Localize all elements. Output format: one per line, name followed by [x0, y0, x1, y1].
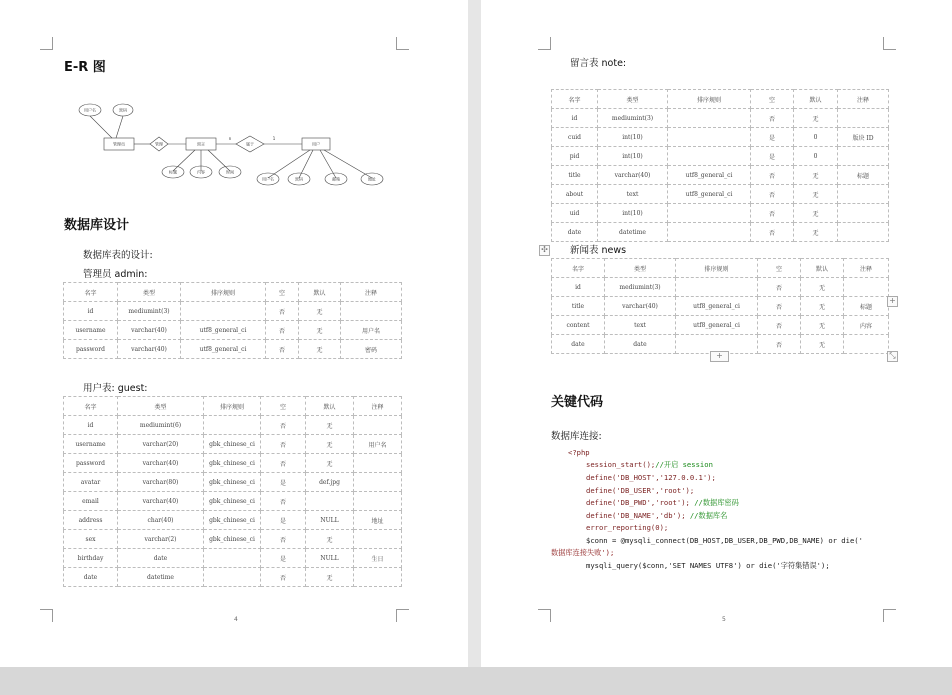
- table-cell: 密码: [341, 340, 402, 359]
- table-header-row: [64, 397, 402, 416]
- table-cell: gbk_chinese_ci: [204, 435, 261, 454]
- code-line: error_reporting(0);: [586, 523, 669, 532]
- table-cell: [341, 302, 402, 321]
- table-cell: date: [118, 549, 204, 568]
- db-conn-caption: 数据库连接:: [551, 431, 602, 442]
- column-header: 名字: [552, 259, 605, 278]
- er-diagram: [70, 98, 390, 190]
- db-intro-text: 数据库表的设计:: [83, 250, 153, 261]
- table-cell: varchar(40): [118, 321, 181, 340]
- column-header: 注释: [341, 283, 402, 302]
- table-cell: varchar(40): [118, 492, 204, 511]
- table-cell: varchar(80): [118, 473, 204, 492]
- add-row-button[interactable]: +: [710, 351, 729, 362]
- table-cell: mediumint(3): [598, 109, 668, 128]
- table-cell: varchar(40): [118, 340, 181, 359]
- table-row: [552, 166, 889, 185]
- table-cell: date: [552, 335, 605, 354]
- table-cell: 无: [801, 335, 844, 354]
- column-header: 空: [261, 397, 306, 416]
- table-move-handle[interactable]: ✣: [539, 245, 550, 256]
- table-cell: title: [552, 166, 598, 185]
- column-header: 空: [266, 283, 299, 302]
- table-cell: 无: [794, 109, 838, 128]
- table-cell: [181, 302, 266, 321]
- table-cell: 是: [751, 128, 794, 147]
- table-cell: gbk_chinese_ci: [204, 492, 261, 511]
- table-cell: gbk_chinese_ci: [204, 511, 261, 530]
- er-attr: 内容: [197, 169, 205, 175]
- table-cell: uid: [552, 204, 598, 223]
- column-header: 空: [758, 259, 801, 278]
- column-header: 排序规则: [676, 259, 758, 278]
- table-cell: 0: [794, 147, 838, 166]
- table-cell: mediumint(3): [605, 278, 676, 297]
- table-cell: [354, 416, 402, 435]
- table-cell: 无: [794, 185, 838, 204]
- crop-mark: [883, 37, 896, 50]
- code-line: [586, 511, 727, 521]
- page-number: 5: [722, 616, 726, 623]
- table-cell: 无: [801, 278, 844, 297]
- table-cell: 否: [266, 321, 299, 340]
- table-cell: varchar(40): [598, 166, 668, 185]
- table-cell: [676, 278, 758, 297]
- column-header: 名字: [64, 283, 118, 302]
- table-cell: [838, 223, 889, 242]
- er-relation: 管理: [155, 141, 163, 147]
- table-cell: 否: [758, 316, 801, 335]
- table-cell: [668, 128, 751, 147]
- add-column-button[interactable]: +: [887, 296, 898, 307]
- er-attr: 密码: [295, 176, 303, 182]
- code-line: mysqli_query($conn,'SET NAMES UTF8') or die('字符集错误');: [586, 561, 830, 570]
- table-cell: varchar(40): [118, 454, 204, 473]
- er-entity: 用户: [312, 141, 320, 147]
- table-cell: 无: [794, 223, 838, 242]
- table-cell: mediumint(6): [118, 416, 204, 435]
- code-fn: session_start();: [586, 460, 656, 469]
- table-cell: int(10): [598, 128, 668, 147]
- table-cell: address: [64, 511, 118, 530]
- crop-mark: [883, 609, 896, 622]
- table-cell: gbk_chinese_ci: [204, 530, 261, 549]
- table-cell: 是: [261, 473, 306, 492]
- table-cell: 是: [751, 147, 794, 166]
- table-cell: utf8_general_ci: [668, 166, 751, 185]
- page-gap: [468, 0, 481, 695]
- column-header: 默认: [794, 90, 838, 109]
- table-cell: avatar: [64, 473, 118, 492]
- table-cell: 无: [299, 321, 341, 340]
- key-code-heading: 关键代码: [551, 395, 604, 410]
- table-cell: NULL: [306, 549, 354, 568]
- table-row: [552, 147, 889, 166]
- table-header-row: [552, 259, 889, 278]
- table-cell: 否: [261, 492, 306, 511]
- table-cell: 否: [261, 454, 306, 473]
- table-cell: 无: [801, 316, 844, 335]
- table-cell: mediumint(3): [118, 302, 181, 321]
- table-row: [64, 321, 402, 340]
- table-row: [64, 302, 402, 321]
- table-row: [64, 492, 402, 511]
- column-header: 注释: [844, 259, 889, 278]
- table-cell: 无: [306, 568, 354, 587]
- table-row: [64, 549, 402, 568]
- table-cell: 地址: [354, 511, 402, 530]
- table-cell: 生日: [354, 549, 402, 568]
- db-design-heading: 数据库设计: [64, 218, 130, 233]
- table-row: [64, 416, 402, 435]
- table-row: [552, 278, 889, 297]
- table-cell: 否: [758, 278, 801, 297]
- er-attr: 用户名: [262, 176, 274, 182]
- table-cell: [844, 278, 889, 297]
- er-attr: 邮箱: [332, 176, 340, 182]
- table-cell: title: [552, 297, 605, 316]
- table-cell: password: [64, 340, 118, 359]
- er-attr: 用户名: [84, 107, 96, 113]
- crop-mark: [538, 37, 551, 50]
- table-header-row: [552, 90, 889, 109]
- table-cell: datetime: [118, 568, 204, 587]
- table-cell: 是: [261, 549, 306, 568]
- code-line: $conn = @mysqli_connect(DB_HOST,DB_USER,DB_PWD,DB_NAME) or die(': [586, 536, 863, 545]
- table-cell: [838, 204, 889, 223]
- table-cell: id: [64, 416, 118, 435]
- table-cell: 版块 ID: [838, 128, 889, 147]
- table-cell: varchar(2): [118, 530, 204, 549]
- table-cell: [668, 223, 751, 242]
- er-attr: 标题: [169, 169, 177, 175]
- table-cell: password: [64, 454, 118, 473]
- table-cell: utf8_general_ci: [676, 297, 758, 316]
- table-cell: about: [552, 185, 598, 204]
- er-cardinality: 1: [272, 136, 276, 141]
- column-header: 类型: [598, 90, 668, 109]
- table-row: [552, 204, 889, 223]
- guest-table: [63, 396, 402, 587]
- column-header: 类型: [118, 283, 181, 302]
- table-cell: [668, 204, 751, 223]
- table-cell: [204, 416, 261, 435]
- table-cell: varchar(20): [118, 435, 204, 454]
- table-cell: varchar(40): [605, 297, 676, 316]
- table-row: [552, 223, 889, 242]
- note-table: [551, 89, 889, 242]
- code-comment: //数据库名: [689, 511, 728, 520]
- er-attr: 地址: [368, 176, 376, 182]
- table-cell: 否: [261, 530, 306, 549]
- table-cell: 否: [261, 416, 306, 435]
- er-entity: 留言: [197, 141, 205, 147]
- table-row: [552, 128, 889, 147]
- news-caption: 新闻表 news: [570, 245, 627, 256]
- table-cell: id: [552, 109, 598, 128]
- table-cell: [354, 530, 402, 549]
- table-cell: char(40): [118, 511, 204, 530]
- table-cell: 无: [306, 416, 354, 435]
- column-header: 空: [751, 90, 794, 109]
- table-cell: 用户名: [354, 435, 402, 454]
- table-cell: 否: [758, 297, 801, 316]
- table-cell: utf8_general_ci: [668, 185, 751, 204]
- table-cell: 否: [751, 204, 794, 223]
- table-cell: [354, 473, 402, 492]
- table-row: [64, 568, 402, 587]
- er-heading: E-R 图: [64, 60, 106, 75]
- table-header-row: [64, 283, 402, 302]
- column-header: 注释: [354, 397, 402, 416]
- document-page-4: [0, 0, 468, 667]
- table-cell: int(10): [598, 147, 668, 166]
- column-header: 类型: [118, 397, 204, 416]
- column-header: 默认: [801, 259, 844, 278]
- column-header: 注释: [838, 90, 889, 109]
- code-fn: define('DB_NAME','db');: [586, 511, 686, 520]
- table-cell: username: [64, 435, 118, 454]
- column-header: 排序规则: [181, 283, 266, 302]
- news-table: [551, 258, 889, 354]
- crop-mark: [40, 609, 53, 622]
- code-comment: //数据库密码: [694, 498, 739, 507]
- table-cell: 否: [758, 335, 801, 354]
- table-cell: 无: [801, 297, 844, 316]
- table-cell: 用户名: [341, 321, 402, 340]
- table-cell: [668, 109, 751, 128]
- table-row: [64, 435, 402, 454]
- table-cell: 无: [794, 204, 838, 223]
- column-header: 排序规则: [668, 90, 751, 109]
- canvas-bottom: [0, 667, 952, 695]
- table-row: [552, 297, 889, 316]
- table-cell: 无: [299, 340, 341, 359]
- er-cardinality: n: [228, 136, 232, 141]
- table-cell: 否: [261, 568, 306, 587]
- table-row: [64, 454, 402, 473]
- table-row: [552, 109, 889, 128]
- column-header: 默认: [299, 283, 341, 302]
- table-cell: date: [605, 335, 676, 354]
- table-row: [552, 316, 889, 335]
- table-cell: [354, 454, 402, 473]
- crop-mark: [396, 609, 409, 622]
- table-cell: 否: [751, 185, 794, 204]
- code-line: define('DB_USER','root');: [586, 486, 695, 495]
- table-cell: 内容: [844, 316, 889, 335]
- table-row: [64, 473, 402, 492]
- code-line: 数据库连接失败');: [551, 548, 615, 557]
- table-cell: 是: [261, 511, 306, 530]
- table-row: [64, 340, 402, 359]
- table-row: [64, 530, 402, 549]
- table-cell: utf8_general_ci: [181, 340, 266, 359]
- table-cell: 否: [751, 166, 794, 185]
- table-cell: def.jpg: [306, 473, 354, 492]
- table-cell: int(10): [598, 204, 668, 223]
- table-cell: id: [552, 278, 605, 297]
- code-line: [586, 460, 713, 470]
- crop-mark: [40, 37, 53, 50]
- table-cell: gbk_chinese_ci: [204, 454, 261, 473]
- column-header: 名字: [64, 397, 118, 416]
- table-cell: [306, 492, 354, 511]
- table-cell: datetime: [598, 223, 668, 242]
- table-cell: 0: [794, 128, 838, 147]
- table-cell: 无: [299, 302, 341, 321]
- crop-mark: [396, 37, 409, 50]
- table-cell: 否: [261, 435, 306, 454]
- table-cell: [668, 147, 751, 166]
- code-line: define('DB_HOST','127.0.0.1');: [586, 473, 716, 482]
- table-row: [64, 511, 402, 530]
- table-cell: 否: [751, 109, 794, 128]
- er-attr: 时间: [226, 169, 234, 175]
- admin-table: [63, 282, 402, 359]
- table-cell: gbk_chinese_ci: [204, 473, 261, 492]
- column-header: 默认: [306, 397, 354, 416]
- code-comment: //开启 session: [655, 460, 713, 469]
- table-cell: date: [552, 223, 598, 242]
- code-line: <?php: [568, 448, 590, 457]
- table-cell: [354, 492, 402, 511]
- table-row: [552, 185, 889, 204]
- table-cell: username: [64, 321, 118, 340]
- table-cell: NULL: [306, 511, 354, 530]
- table-cell: [838, 147, 889, 166]
- table-cell: [838, 109, 889, 128]
- table-cell: 否: [266, 340, 299, 359]
- crop-mark: [538, 609, 551, 622]
- page-number: 4: [234, 616, 238, 623]
- table-cell: 无: [306, 530, 354, 549]
- column-header: 类型: [605, 259, 676, 278]
- table-cell: [354, 568, 402, 587]
- table-cell: 否: [751, 223, 794, 242]
- table-cell: 无: [794, 166, 838, 185]
- er-relation: 属于: [246, 141, 254, 147]
- table-cell: cuid: [552, 128, 598, 147]
- note-caption: 留言表 note:: [570, 58, 627, 69]
- table-cell: text: [598, 185, 668, 204]
- er-entity: 管理员: [113, 141, 125, 147]
- table-cell: [838, 185, 889, 204]
- er-attr: 密码: [119, 107, 127, 113]
- table-cell: birthday: [64, 549, 118, 568]
- table-resize-handle[interactable]: ⤡: [887, 351, 898, 362]
- table-cell: 标题: [838, 166, 889, 185]
- table-cell: id: [64, 302, 118, 321]
- table-cell: 标题: [844, 297, 889, 316]
- table-cell: 无: [306, 435, 354, 454]
- guest-caption: 用户表: guest:: [83, 383, 148, 394]
- table-cell: sex: [64, 530, 118, 549]
- table-cell: content: [552, 316, 605, 335]
- table-cell: [844, 335, 889, 354]
- column-header: 排序规则: [204, 397, 261, 416]
- code-line: [586, 498, 739, 508]
- table-cell: 否: [266, 302, 299, 321]
- admin-caption: 管理员 admin:: [83, 269, 148, 280]
- table-cell: email: [64, 492, 118, 511]
- table-cell: date: [64, 568, 118, 587]
- table-cell: utf8_general_ci: [676, 316, 758, 335]
- table-cell: [204, 549, 261, 568]
- column-header: 名字: [552, 90, 598, 109]
- code-fn: define('DB_PWD','root');: [586, 498, 690, 507]
- document-page-5: [481, 0, 952, 667]
- table-cell: text: [605, 316, 676, 335]
- table-cell: [204, 568, 261, 587]
- table-cell: 无: [306, 454, 354, 473]
- table-cell: pid: [552, 147, 598, 166]
- table-cell: utf8_general_ci: [181, 321, 266, 340]
